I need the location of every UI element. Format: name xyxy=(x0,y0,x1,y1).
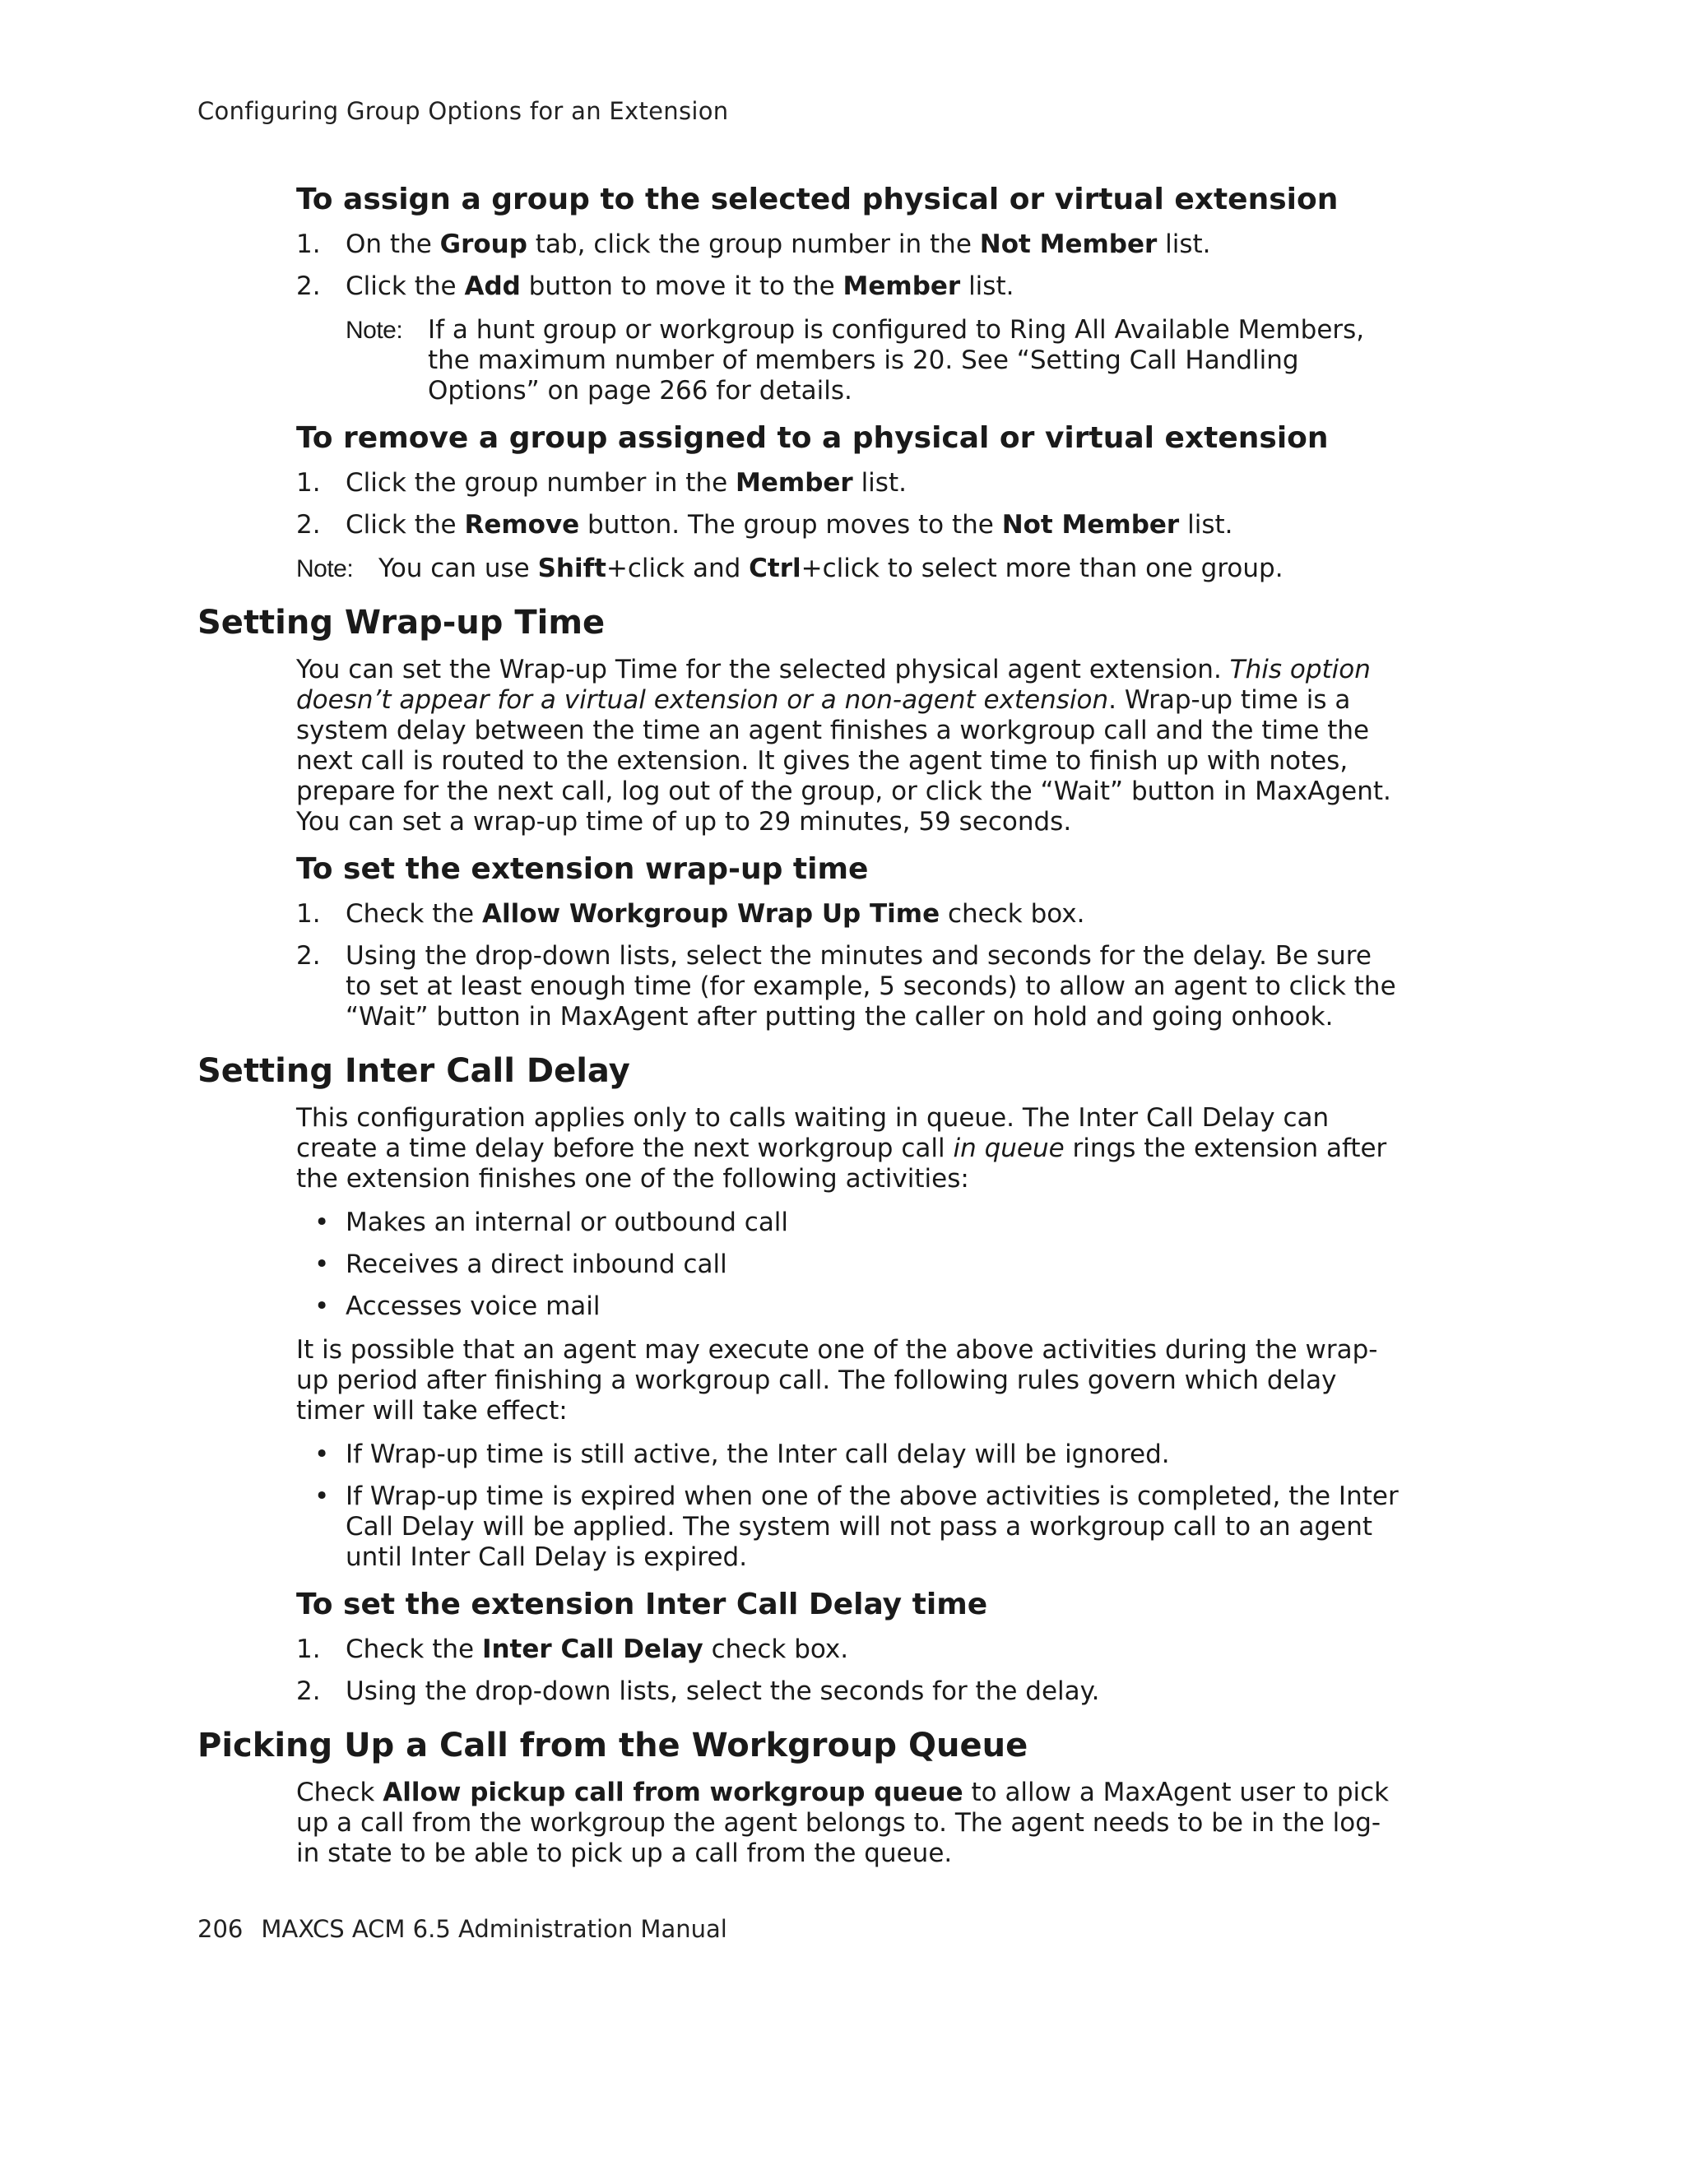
bullet-list xyxy=(296,1440,1399,1573)
paragraph: This configuration applies only to calls waiting in queue. The Inter Call Delay can create a time delay before the next workgroup call in queue rings the extension after the extension finishes one of the following activities: xyxy=(296,1103,1387,1194)
step: 1. Click the group number in the Member list. xyxy=(296,468,907,498)
bullet-list xyxy=(296,1208,1399,1322)
list-item: • If Wrap-up time is expired when one of the above activities is completed, the Inter Call Delay will be applied. The system will not pass a workgroup call to an agent until Inter Call Delay is expired. xyxy=(314,1482,1399,1572)
procedure-title: To remove a group assigned to a physical or virtual extension xyxy=(296,421,1329,455)
step: 2. Using the drop-down lists, select the minutes and seconds for the delay. Be sure to set at least enough time (for example, 5 seconds) to allow an agent to click the “Wait” button in MaxAgent after putting the caller on hold and going onhook. xyxy=(296,941,1396,1032)
procedure-title: To assign a group to the selected physical or virtual extension xyxy=(296,183,1339,216)
intercall-section xyxy=(296,1103,1399,1707)
remove-procedure xyxy=(296,420,1399,584)
paragraph: It is possible that an agent may execute one of the above activities during the wrap-up period after finishing a workgroup call. The following rules govern which delay timer will take effect: xyxy=(296,1335,1378,1426)
note-label: Note: xyxy=(296,555,354,582)
procedure-title: To set the extension Inter Call Delay time xyxy=(296,1588,988,1621)
wrapup-steps xyxy=(296,899,1399,1032)
page-content xyxy=(197,181,1399,1882)
section-heading-wrapup: Setting Wrap-up Time xyxy=(197,604,606,642)
step: 2. Click the Add button to move it to the Member list. xyxy=(296,271,1014,301)
pickup-section xyxy=(296,1778,1399,1869)
running-header: Configuring Group Options for an Extension xyxy=(197,97,729,125)
section-heading-intercall: Setting Inter Call Delay xyxy=(197,1052,630,1090)
list-item: • Makes an internal or outbound call xyxy=(314,1208,789,1237)
manual-title: MAXCS ACM 6.5 Administration Manual xyxy=(261,1915,727,1943)
assign-procedure xyxy=(296,181,1399,406)
page-footer xyxy=(197,1915,727,1943)
wrapup-section xyxy=(296,655,1399,1032)
intercall-steps xyxy=(296,1635,1399,1707)
list-item: • If Wrap-up time is still active, the Inter call delay will be ignored. xyxy=(314,1440,1170,1469)
paragraph: You can set the Wrap-up Time for the selected physical agent extension. This option doesn’t appear for a virtual extension or a non-agent extension. Wrap-up time is a system delay between the time an agent finishes a workgroup call and the time the next call is routed to the extension. It gives the agent time to finish up with notes, prepare for the next call, log out of the group, or click the “Wait” button in MaxAgent. You can set a wrap-up time of up to 29 minutes, 59 seconds. xyxy=(296,655,1391,837)
assign-steps xyxy=(296,230,1399,302)
note-text: If a hunt group or workgroup is configured to Ring All Available Members, the maximum number of members is 20. See “Setting Call Handling Options” on page 266 for details. xyxy=(428,315,1365,406)
note xyxy=(296,554,1399,584)
note xyxy=(346,315,1399,406)
step: 1. Check the Allow Workgroup Wrap Up Time check box. xyxy=(296,899,1085,929)
section-heading-pickup: Picking Up a Call from the Workgroup Queue xyxy=(197,1727,1028,1764)
step: 1. On the Group tab, click the group number in the Not Member list. xyxy=(296,230,1211,259)
step: 1. Check the Inter Call Delay check box. xyxy=(296,1635,849,1664)
note-text: You can use Shift+click and Ctrl+click to select more than one group. xyxy=(378,554,1283,583)
step: 2. Click the Remove button. The group moves to the Not Member list. xyxy=(296,510,1233,540)
list-item: • Receives a direct inbound call xyxy=(314,1250,727,1279)
list-item: • Accesses voice mail xyxy=(314,1291,601,1321)
remove-steps xyxy=(296,468,1399,540)
procedure-title: To set the extension wrap-up time xyxy=(296,852,869,886)
paragraph: Check Allow pickup call from workgroup queue to allow a MaxAgent user to pick up a call from the workgroup the agent belongs to. The agent needs to be in the log-in state to be able to pick up a call from the queue. xyxy=(296,1778,1390,1868)
page-number: 206 xyxy=(197,1915,244,1943)
step: 2. Using the drop-down lists, select the seconds for the delay. xyxy=(296,1676,1100,1706)
note-label: Note: xyxy=(346,317,403,344)
